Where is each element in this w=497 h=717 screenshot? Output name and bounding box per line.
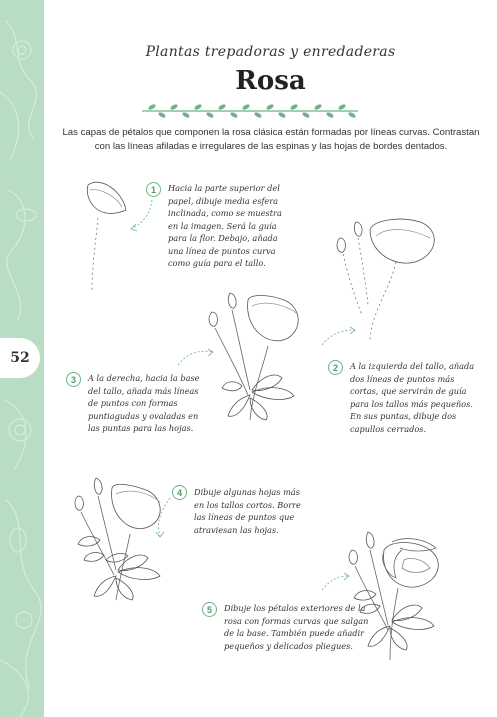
- rose-step-1-drawing-icon: [87, 182, 126, 290]
- arrow-step-3-icon: [178, 351, 212, 365]
- step-1-text: Hacia la parte superior del papel, dibuje media esfera inclinada, como se muestra en la imagen. Será la guía para la flor. Debajo, añada una línea de puntos curva como guía para el tallo.: [168, 183, 282, 268]
- step-1-number: 1: [146, 182, 161, 197]
- intro-paragraph: Las capas de pétalos que componen la rosa clásica están formadas por líneas curvas. Contrastan con las líneas afiladas e irregulares de las espinas y las hojas de bordes dentados.: [62, 127, 480, 152]
- step-5-number: 5: [202, 602, 217, 617]
- step-4-text: Dibuje algunas hojas más en los tallos cortos. Borre las líneas de puntos que atraviesan las hojas.: [194, 487, 301, 535]
- step-2-text: A la izquierda del tallo, añada dos líneas de puntos más cortas, que servirán de guía para los tallos más pequeños. En sus puntas, dibuje dos capullos cerrados.: [350, 361, 475, 434]
- step-5-text: Dibuje los pétalos exteriores de la rosa con formas curvas que salgan de la base. También puede añadir pequeños y delicados pliegues.: [224, 603, 369, 651]
- rose-step-5-drawing-icon: [349, 532, 438, 660]
- page-subtitle: Plantas trepadoras y enredaderas: [145, 44, 396, 60]
- arrow-step-4-icon: [158, 498, 170, 536]
- rose-step-4-drawing-icon: [75, 478, 160, 600]
- arrow-step-2-icon: [322, 330, 354, 345]
- step-2-number: 2: [328, 360, 343, 375]
- step-4-number: 4: [172, 485, 187, 500]
- arrow-step-1-icon: [132, 200, 152, 228]
- page-number: 52: [0, 338, 40, 378]
- arrow-step-5-icon: [322, 576, 348, 590]
- rose-step-3-drawing-icon: [209, 293, 298, 420]
- page-title: Rosa: [235, 66, 306, 96]
- step-3-number: 3: [66, 372, 81, 387]
- rose-step-2-drawing-icon: [337, 219, 434, 340]
- step-3-text: A la derecha, hacia la base del tallo, añada más líneas de puntos con formas puntiagudas y ovaladas en las puntas para las hojas.: [88, 373, 200, 433]
